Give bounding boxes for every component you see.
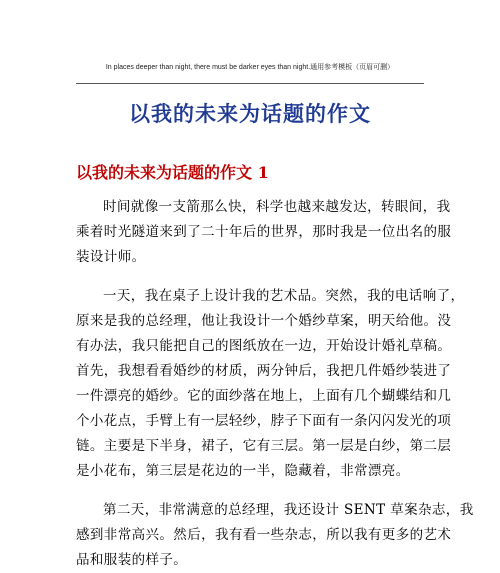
paragraph-line: 一件漂亮的婚纱。它的面纱落在地上，上面有几个蝴蝶结和几 xyxy=(76,388,452,404)
document-title: 以我的未来为话题的作文 xyxy=(129,101,371,126)
paragraph-line: 品和服装的样子。 xyxy=(76,552,188,568)
paragraph-line: 装设计师。 xyxy=(76,249,146,265)
paragraph-line: 有办法，我只能把自己的图纸放在一边，开始设计婚礼草稿。 xyxy=(76,338,452,354)
paragraph-line: 原来是我的总经理，他让我设计一个婚纱草案，明天给他。没 xyxy=(76,313,452,329)
paragraph-line: 乘着时光隧道来到了二十年后的世界，那时我是一位出名的服 xyxy=(76,224,452,240)
page-header: In places deeper than night, there must be darker eyes than night.通用参考模板（页眉可删） xyxy=(105,64,395,71)
paragraph-3 xyxy=(76,498,474,573)
paragraph-line: 第二天，非常满意的总经理，我还设计 SENT 草案杂志，我 xyxy=(103,502,474,518)
paragraph-2 xyxy=(76,284,465,484)
header-divider xyxy=(76,83,424,84)
paragraph-line: 首先，我想看看婚纱的材质，两分钟后，我把几件婚纱装进了 xyxy=(76,363,452,379)
section-heading: 以我的未来为话题的作文 1 xyxy=(76,163,269,182)
paragraph-1 xyxy=(76,195,452,270)
paragraph-line: 个小花点，手臂上有一层轻纱，脖子下面有一条闪闪发光的项 xyxy=(76,413,452,429)
paragraph-line: 一天，我在桌子上设计我的艺术品。突然，我的电话响了， xyxy=(103,288,465,304)
paragraph-line: 链。主要是下半身，裙子，它有三层。第一层是白纱，第二层 xyxy=(76,438,452,454)
paragraph-line: 是小花布，第三层是花边的一半，隐藏着，非常漂亮。 xyxy=(76,463,410,479)
paragraph-line: 时间就像一支箭那么快，科学也越来越发达，转眼间，我 xyxy=(103,199,451,215)
paragraph-line: 感到非常高兴。然后，我有看一些杂志，所以我有更多的艺术 xyxy=(76,527,452,543)
